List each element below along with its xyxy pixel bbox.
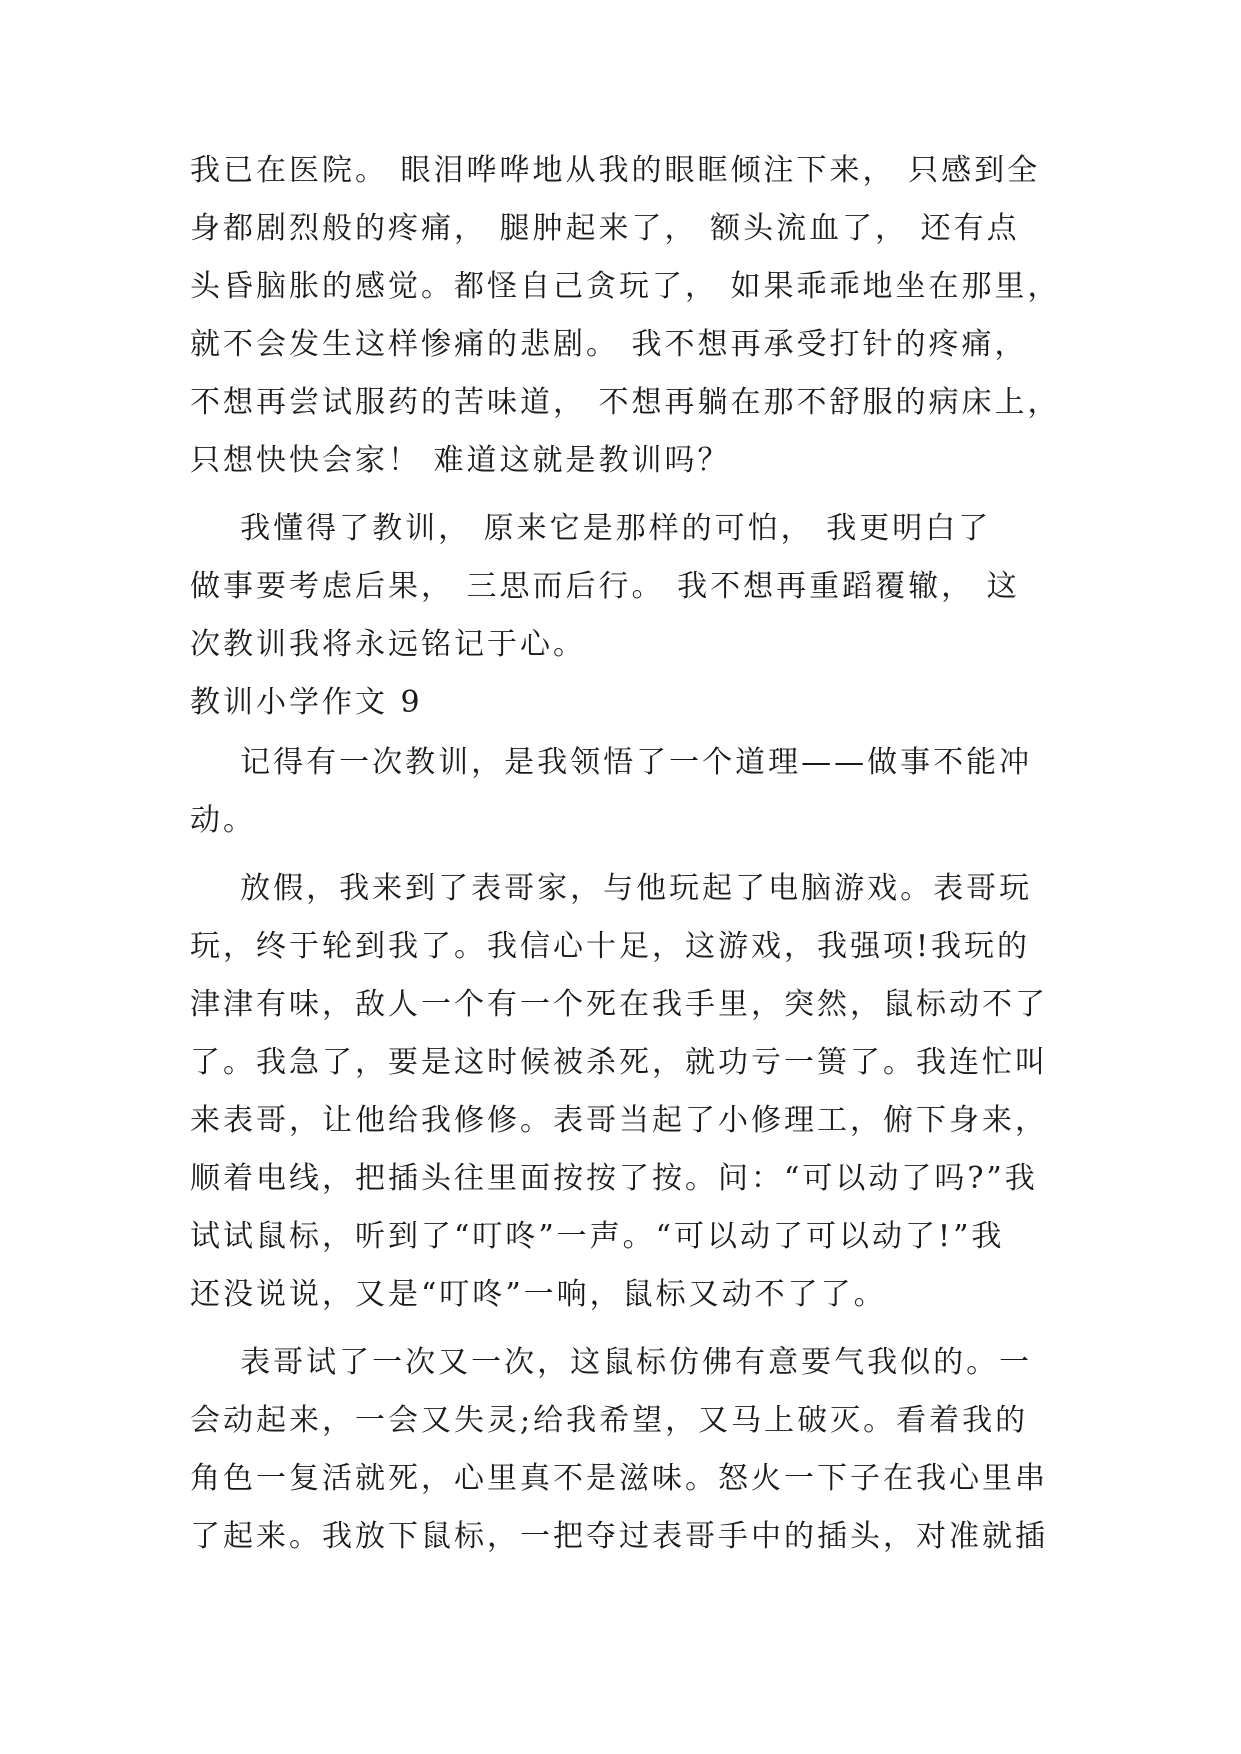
text-line: 我懂得了教训， 原来它是那样的可怕， 我更明白了 xyxy=(190,511,992,546)
text-line: 只想快快会家！ 难道这就是教训吗？ xyxy=(190,443,731,478)
text-line: 来表哥，让他给我修修。表哥当起了小修理工，俯下身来， xyxy=(190,1103,1048,1138)
text-line: 记得有一次教训，是我领悟了一个道理——做事不能冲 xyxy=(190,745,1033,780)
text-line: 放假，我来到了表哥家，与他玩起了电脑游戏。表哥玩 xyxy=(190,871,1033,906)
text-line: 试试鼠标，听到了“叮咚”一声。“可以动了可以动了!”我 xyxy=(190,1219,1005,1254)
text-line: 动。 xyxy=(190,803,256,838)
text-line: 不想再尝试服药的苦味道， 不想再躺在那不舒服的病床上， xyxy=(190,385,1061,420)
text-line: 了起来。我放下鼠标，一把夺过表哥手中的插头，对准就插 xyxy=(190,1519,1048,1554)
text-line: 会动起来，一会又失灵;给我希望，又马上破灭。看着我的 xyxy=(190,1403,1029,1438)
text-line: 表哥试了一次又一次，这鼠标仿佛有意要气我似的。一 xyxy=(190,1345,1033,1380)
text-line: 我已在医院。 眼泪哗哗地从我的眼眶倾注下来， 只感到全 xyxy=(190,153,1041,188)
text-line: 还没说说，又是“叮咚”一响，鼠标又动不了了。 xyxy=(190,1277,887,1312)
section-heading: 教训小学作文 9 xyxy=(190,685,423,720)
text-line: 就不会发生这样惨痛的悲剧。 我不想再承受打针的疼痛， xyxy=(190,327,1028,362)
text-line: 做事要考虑后果， 三思而后行。 我不想再重蹈覆辙， 这 xyxy=(190,569,1020,604)
text-line: 角色一复活就死，心里真不是滋味。怒火一下子在我心里串 xyxy=(190,1461,1048,1496)
text-line: 了。我急了，要是这时候被杀死，就功亏一篑了。我连忙叫 xyxy=(190,1045,1048,1080)
text-line: 津津有味，敌人一个有一个死在我手里，突然，鼠标动不了 xyxy=(190,987,1048,1022)
text-line: 身都剧烈般的疼痛， 腿肿起来了， 额头流血了， 还有点 xyxy=(190,211,1020,246)
text-line: 玩，终于轮到我了。我信心十足，这游戏，我强项!我玩的 xyxy=(190,929,1031,964)
text-line: 次教训我将永远铭记于心。 xyxy=(190,627,586,662)
text-line: 头昏脑胀的感觉。都怪自己贪玩了， 如果乖乖地坐在那里， xyxy=(190,269,1061,304)
text-line: 顺着电线，把插头往里面按按了按。问：“可以动了吗?”我 xyxy=(190,1161,1038,1196)
